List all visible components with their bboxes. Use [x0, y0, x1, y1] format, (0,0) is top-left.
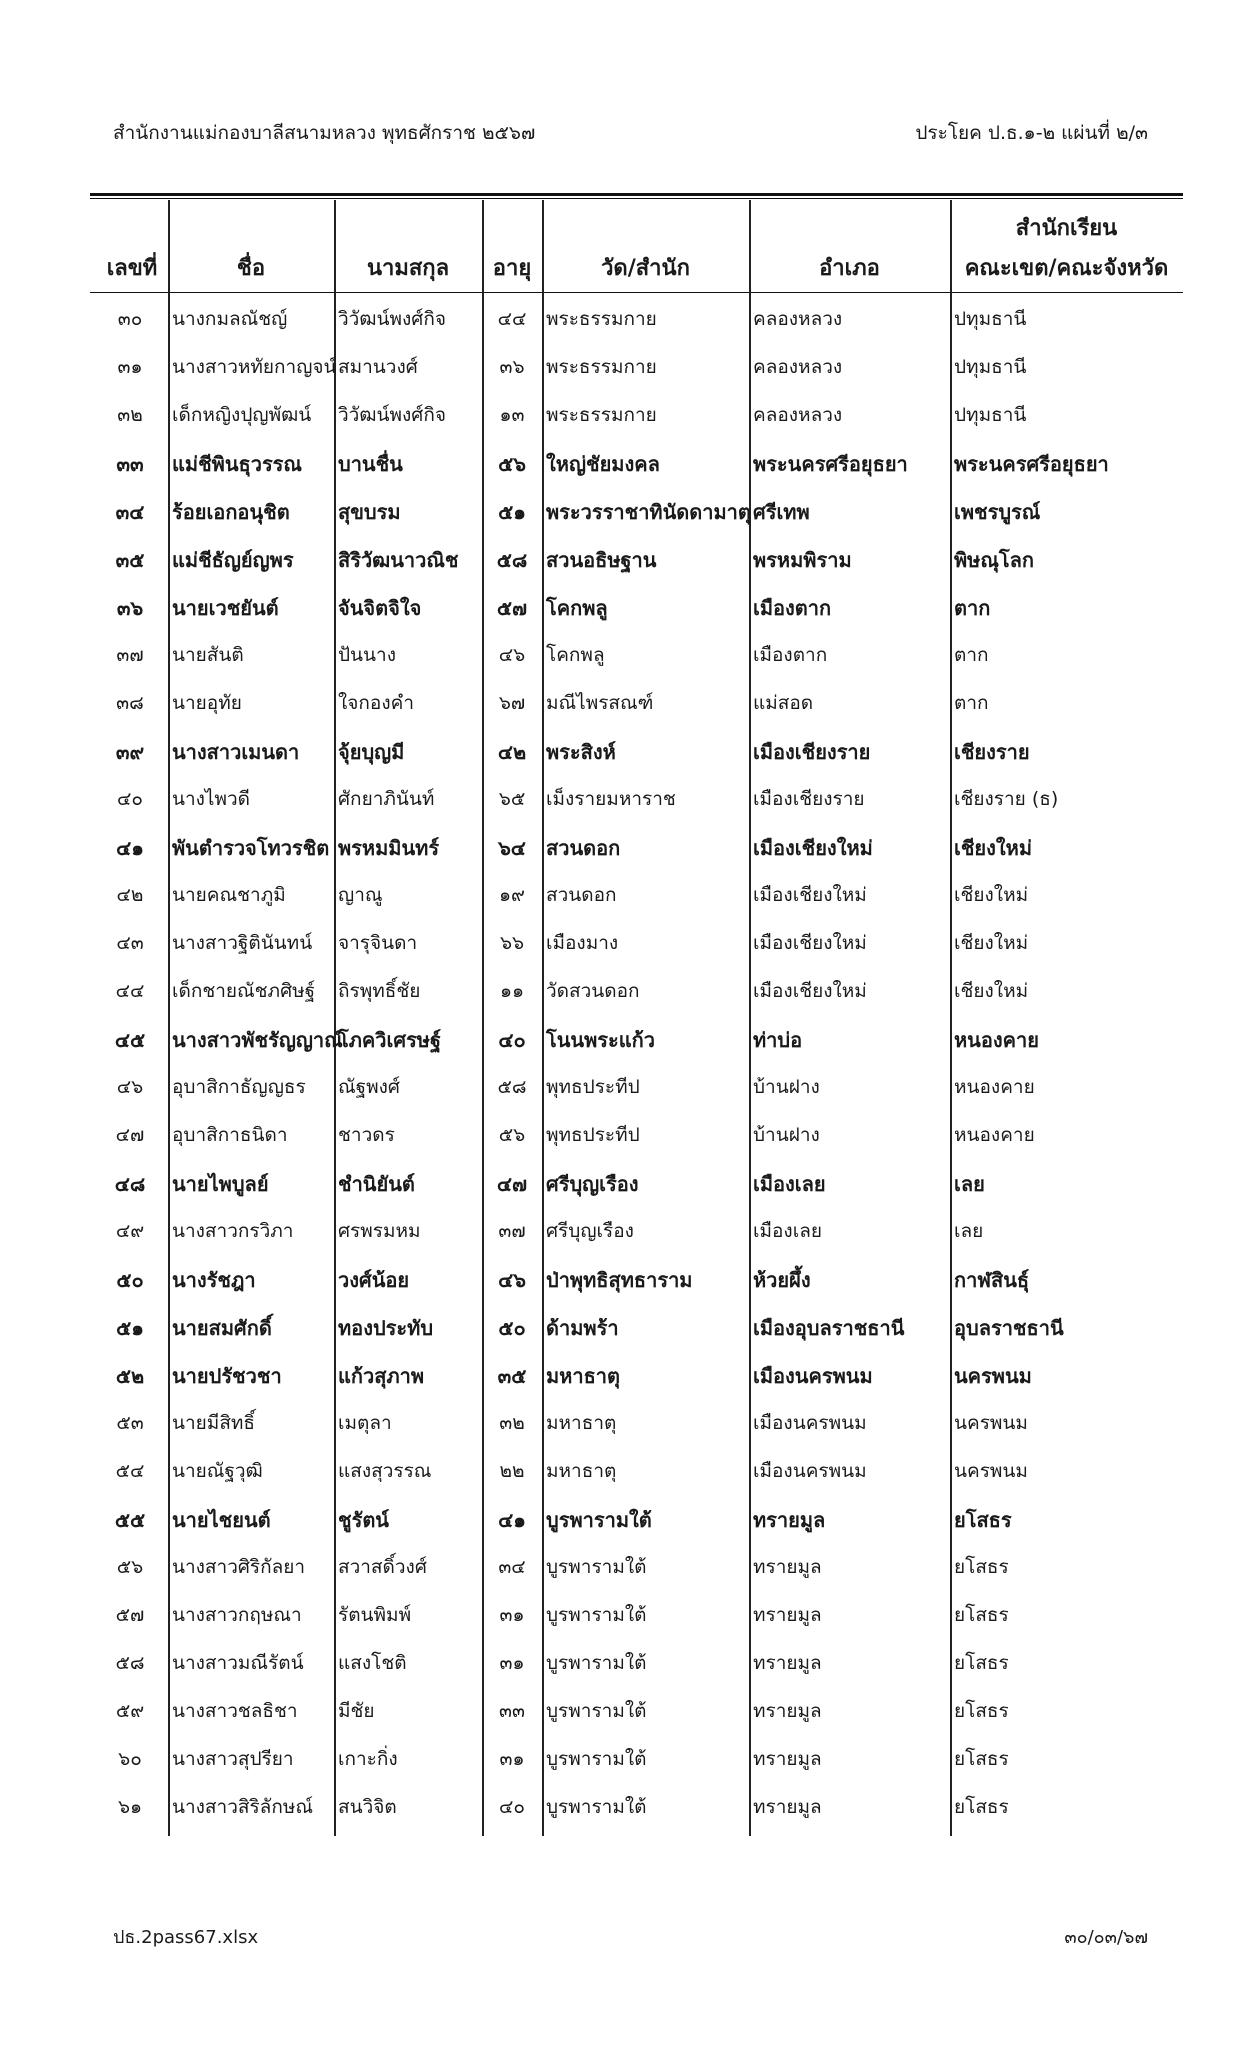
- row-province: หนองคาย: [954, 1028, 1039, 1052]
- table-row: [0, 1444, 1243, 1492]
- row-number: ๔๖: [116, 1076, 144, 1098]
- row-number: ๔๒: [116, 884, 144, 906]
- row-wat: พระธรรมกาย: [546, 308, 657, 330]
- row-age: ๔๒: [497, 740, 527, 764]
- row-province: พิษณุโลก: [954, 548, 1035, 572]
- row-district: พรหมพิราม: [753, 548, 852, 572]
- table-row: [0, 1684, 1243, 1732]
- row-age: ๑๑: [499, 980, 525, 1002]
- row-province: ยโสธร: [954, 1700, 1009, 1722]
- row-province: เชียงใหม่: [954, 980, 1029, 1002]
- row-name: ร้อยเอกอนุชิต: [172, 500, 290, 524]
- row-surname: จุ้ยบุญมี: [338, 740, 405, 764]
- row-surname: ชูรัตน์: [338, 1508, 389, 1532]
- row-district: บ้านฝาง: [753, 1124, 820, 1146]
- row-number: ๕๗: [115, 1604, 145, 1626]
- column-header-no: เลขที่: [106, 256, 158, 281]
- row-age: ๖๗: [498, 692, 526, 714]
- row-surname: เมตุลา: [338, 1412, 392, 1434]
- row-name: เด็กหญิงปุญพัฒน์: [172, 404, 312, 426]
- row-province: ยโสธร: [954, 1508, 1012, 1532]
- row-number: ๕๒: [115, 1364, 145, 1388]
- table-row: [0, 340, 1243, 388]
- row-surname: โภควิเศรษฐ์: [338, 1028, 442, 1052]
- row-number: ๓๔: [115, 500, 145, 524]
- row-number: ๕๖: [116, 1556, 144, 1578]
- row-wat: โนนพระแก้ว: [546, 1028, 655, 1052]
- row-number: ๔๔: [115, 980, 145, 1002]
- row-district: เมืองเชียงใหม่: [753, 836, 873, 860]
- row-number: ๕๔: [115, 1460, 145, 1482]
- row-district: เมืองอุบลราชธานี: [753, 1316, 905, 1340]
- header-level-sheet: ประโยค ป.ธ.๑-๒ แผ่นที่ ๒/๓: [915, 122, 1148, 144]
- row-number: ๓๐: [117, 308, 143, 330]
- row-wat: บูรพารามใต้: [546, 1652, 647, 1674]
- row-age: ๓๖: [499, 356, 525, 378]
- table-row: [0, 1492, 1243, 1540]
- table-row: [0, 1156, 1243, 1204]
- row-name: นายมีสิทธิ์: [172, 1412, 256, 1434]
- row-province: เชียงราย: [954, 740, 1030, 764]
- row-number: ๓๓: [116, 452, 144, 476]
- row-district: ทรายมูล: [753, 1604, 822, 1626]
- row-surname: ปันนาง: [338, 644, 396, 666]
- row-surname: รัตนพิมพ์: [338, 1604, 412, 1626]
- row-district: คลองหลวง: [753, 404, 843, 426]
- row-surname: ถิรพุทธิ์ชัย: [338, 980, 421, 1002]
- row-number: ๔๕: [114, 1028, 146, 1052]
- row-surname: สมานวงศ์: [338, 356, 418, 378]
- row-surname: บานชื่น: [338, 452, 403, 476]
- row-surname: ทองประทับ: [338, 1316, 434, 1340]
- row-surname: แสงโชติ: [338, 1652, 407, 1674]
- row-number: ๖๑: [117, 1796, 143, 1818]
- row-number: ๔๘: [114, 1172, 146, 1196]
- row-name: นายสมศักดิ์: [172, 1316, 272, 1340]
- row-surname: แสงสุวรรณ: [338, 1460, 432, 1482]
- row-wat: บูรพารามใต้: [546, 1556, 647, 1578]
- row-district: เมืองเลย: [753, 1172, 826, 1196]
- row-number: ๔๐: [117, 788, 143, 810]
- row-province: ยโสธร: [954, 1556, 1009, 1578]
- row-surname: พรหมมินทร์: [338, 836, 440, 860]
- row-wat: มหาธาตุ: [546, 1412, 617, 1434]
- row-name: นางสาวกรวิภา: [172, 1220, 294, 1242]
- row-district: เมืองเชียงใหม่: [753, 980, 867, 1002]
- row-district: ทรายมูล: [753, 1508, 826, 1532]
- row-number: ๕๐: [116, 1268, 144, 1292]
- row-province: นครพนม: [954, 1412, 1028, 1434]
- row-name: นางสาวฐิตินันทน์: [172, 932, 313, 954]
- footer-date: ๓๐/๐๓/๖๗: [1064, 1927, 1148, 1948]
- row-age: ๓๒: [499, 1412, 525, 1434]
- row-wat: บูรพารามใต้: [546, 1748, 647, 1770]
- row-province: เชียงใหม่: [954, 932, 1029, 954]
- table-row: [0, 292, 1243, 340]
- table-row: [0, 1108, 1243, 1156]
- row-number: ๕๙: [115, 1700, 145, 1722]
- row-surname: สิริวัฒนาวณิช: [338, 548, 459, 572]
- row-district: แม่สอด: [753, 692, 814, 714]
- row-wat: ศรีบุญเรือง: [546, 1172, 639, 1196]
- row-name: นายณัฐวุฒิ: [172, 1460, 263, 1482]
- row-number: ๓๕: [115, 548, 145, 572]
- row-wat: สวนดอก: [546, 884, 617, 906]
- row-name: นางสาวหทัยกาญจน์: [172, 356, 337, 378]
- row-district: เมืองเชียงใหม่: [753, 884, 867, 906]
- row-surname: ศักยาภินันท์: [338, 788, 435, 810]
- row-name: แม่ชีพินธุวรรณ: [172, 452, 302, 476]
- column-header-district: อำเภอ: [819, 256, 880, 281]
- row-name: นายคณชาภูมิ: [172, 884, 286, 906]
- table-row: [0, 820, 1243, 868]
- row-age: ๑๙: [499, 884, 525, 906]
- row-province: เชียงราย (ธ): [954, 788, 1059, 810]
- row-name: นางสาวเมนดา: [172, 740, 300, 764]
- row-surname: แก้วสุภาพ: [338, 1364, 425, 1388]
- row-wat: บูรพารามใต้: [546, 1508, 652, 1532]
- row-number: ๔๑: [116, 836, 144, 860]
- row-wat: สวนอธิษฐาน: [546, 548, 657, 572]
- table-row: [0, 868, 1243, 916]
- header-office-year: สำนักงานแม่กองบาลีสนามหลวง พุทธศักราช ๒๕๖๗: [113, 122, 536, 144]
- table-row: [0, 1300, 1243, 1348]
- row-wat: พระธรรมกาย: [546, 404, 657, 426]
- table-top-rule-thin: [90, 198, 1183, 199]
- row-wat: เม็งรายมหาราช: [546, 788, 676, 810]
- row-surname: สวาสดิ์วงศ์: [338, 1556, 427, 1578]
- row-wat: เมืองมาง: [546, 932, 619, 954]
- row-age: ๓๔: [498, 1556, 526, 1578]
- row-district: ทรายมูล: [753, 1652, 822, 1674]
- table-row: [0, 676, 1243, 724]
- row-age: ๓๓: [499, 1700, 525, 1722]
- row-name: นางสาวพัชรัญญาณ์: [172, 1028, 343, 1052]
- row-wat: บูรพารามใต้: [546, 1604, 647, 1626]
- row-number: ๕๘: [115, 1652, 145, 1674]
- footer-filename: ปธ.2pass67.xlsx: [113, 1927, 259, 1948]
- row-number: ๖๐: [118, 1748, 142, 1770]
- row-district: เมืองตาก: [753, 644, 828, 666]
- row-surname: จารุจินดา: [338, 932, 418, 954]
- row-district: ทรายมูล: [753, 1556, 822, 1578]
- row-number: ๕๓: [116, 1412, 144, 1434]
- row-wat: โคกพลู: [546, 596, 608, 620]
- row-district: เมืองเลย: [753, 1220, 822, 1242]
- row-district: คลองหลวง: [753, 308, 843, 330]
- row-district: เมืองนครพนม: [753, 1460, 867, 1482]
- row-province: เลย: [954, 1172, 985, 1196]
- row-number: ๕๑: [116, 1316, 144, 1340]
- row-age: ๕๖: [498, 1124, 526, 1146]
- column-header-surname: นามสกุล: [366, 256, 450, 281]
- row-province: ปทุมธานี: [954, 404, 1027, 426]
- row-province: ยโสธร: [954, 1748, 1009, 1770]
- table-row: [0, 580, 1243, 628]
- row-number: ๓๗: [116, 644, 144, 666]
- row-age: ๔๖: [498, 644, 526, 666]
- row-wat: มหาธาตุ: [546, 1460, 617, 1482]
- row-district: ทรายมูล: [753, 1700, 822, 1722]
- column-header-province: คณะเขต/คณะจังหวัด: [964, 256, 1169, 281]
- row-wat: ป่าพุทธิสุทธาราม: [546, 1268, 693, 1292]
- row-district: เมืองเชียงราย: [753, 788, 865, 810]
- table-row: [0, 388, 1243, 436]
- row-number: ๓๘: [116, 692, 144, 714]
- row-number: ๓๙: [115, 740, 145, 764]
- row-age: ๔๐: [498, 1028, 526, 1052]
- table-row: [0, 724, 1243, 772]
- row-name: นางสาวมณีรัตน์: [172, 1652, 304, 1674]
- row-surname: วงศ์น้อย: [338, 1268, 410, 1292]
- table-row: [0, 628, 1243, 676]
- row-name: นางสาวสุปรียา: [172, 1748, 294, 1770]
- row-age: ๓๑: [499, 1748, 525, 1770]
- row-age: ๕๘: [497, 1076, 527, 1098]
- row-province: เชียงใหม่: [954, 884, 1029, 906]
- row-surname: มีชัย: [338, 1700, 375, 1722]
- row-province: เชียงใหม่: [954, 836, 1033, 860]
- row-province: หนองคาย: [954, 1124, 1035, 1146]
- row-age: ๕๐: [498, 1316, 526, 1340]
- row-district: พระนครศรีอยุธยา: [753, 452, 908, 476]
- row-wat: สวนดอก: [546, 836, 621, 860]
- row-name: เด็กชายณัชภศิษฐ์: [172, 980, 316, 1002]
- table-row: [0, 1204, 1243, 1252]
- row-wat: มณีไพรสณฑ์: [546, 692, 654, 714]
- row-wat: ใหญ่ชัยมงคล: [546, 452, 660, 476]
- table-row: [0, 1348, 1243, 1396]
- row-wat: ด้ามพร้า: [546, 1316, 619, 1340]
- table-row: [0, 1588, 1243, 1636]
- row-province: ตาก: [954, 644, 989, 666]
- row-name: นายสันติ: [172, 644, 244, 666]
- row-province: อุบลราชธานี: [954, 1316, 1064, 1340]
- row-surname: ชำนิยันต์: [338, 1172, 415, 1196]
- row-province: ตาก: [954, 692, 989, 714]
- table-row: [0, 484, 1243, 532]
- row-surname: ชาวดร: [338, 1124, 395, 1146]
- row-surname: ศรพรมหม: [338, 1220, 421, 1242]
- row-province: พระนครศรีอยุธยา: [954, 452, 1109, 476]
- row-district: เมืองนครพนม: [753, 1364, 873, 1388]
- table-row: [0, 1540, 1243, 1588]
- row-wat: ศรีบุญเรือง: [546, 1220, 634, 1242]
- row-wat: พระสิงห์: [546, 740, 616, 764]
- row-age: ๕๑: [498, 500, 526, 524]
- table-row: [0, 1012, 1243, 1060]
- column-header-office: สำนักเรียน: [1015, 216, 1118, 241]
- row-province: ตาก: [954, 596, 991, 620]
- table-row: [0, 916, 1243, 964]
- row-wat: พุทธประทีป: [546, 1124, 640, 1146]
- row-age: ๓๕: [497, 1364, 527, 1388]
- row-district: เมืองตาก: [753, 596, 832, 620]
- row-name: นายเวชยันต์: [172, 596, 279, 620]
- row-age: ๖๕: [498, 788, 526, 810]
- row-surname: ใจกองคำ: [338, 692, 414, 714]
- row-wat: บูรพารามใต้: [546, 1796, 647, 1818]
- row-age: ๔๔: [497, 308, 527, 330]
- row-name: แม่ชีธัญย์ญพร: [172, 548, 294, 572]
- row-district: เมืองเชียงใหม่: [753, 932, 867, 954]
- row-province: ปทุมธานี: [954, 356, 1027, 378]
- row-district: เมืองเชียงราย: [753, 740, 871, 764]
- row-surname: สนวิจิต: [338, 1796, 397, 1818]
- row-district: ท่าบ่อ: [753, 1028, 803, 1052]
- table-row: [0, 436, 1243, 484]
- row-age: ๕๖: [498, 452, 526, 476]
- row-surname: ญาณู: [338, 884, 383, 906]
- table-row: [0, 1252, 1243, 1300]
- row-surname: เกาะกิ่ง: [338, 1748, 398, 1770]
- row-age: ๖๔: [498, 836, 526, 860]
- row-number: ๔๓: [116, 932, 144, 954]
- row-age: ๔๐: [499, 1796, 525, 1818]
- row-wat: มหาธาตุ: [546, 1364, 621, 1388]
- row-surname: ณัฐพงศ์: [338, 1076, 400, 1098]
- row-age: ๔๖: [498, 1268, 526, 1292]
- row-age: ๔๑: [498, 1508, 526, 1532]
- row-district: บ้านฝาง: [753, 1076, 820, 1098]
- row-wat: พุทธประทีป: [546, 1076, 640, 1098]
- row-number: ๓๒: [117, 404, 143, 426]
- row-province: ยโสธร: [954, 1796, 1009, 1818]
- row-province: กาฬสินธุ์: [954, 1268, 1030, 1292]
- row-surname: สุขบรม: [338, 500, 401, 524]
- table-row: [0, 1732, 1243, 1780]
- table-row: [0, 1636, 1243, 1684]
- row-age: ๕๘: [496, 548, 528, 572]
- row-wat: โคกพลู: [546, 644, 605, 666]
- row-age: ๓๗: [498, 1220, 526, 1242]
- table-top-rule: [90, 193, 1183, 196]
- row-province: ยโสธร: [954, 1604, 1009, 1626]
- row-province: ยโสธร: [954, 1652, 1009, 1674]
- row-wat: พระวรราชาทินัดดามาตุ: [546, 500, 751, 524]
- table-row: [0, 1396, 1243, 1444]
- row-number: ๓๖: [116, 596, 144, 620]
- row-district: ทรายมูล: [753, 1796, 822, 1818]
- row-name: นายไพบูลย์: [172, 1172, 269, 1196]
- table-row: [0, 1780, 1243, 1828]
- row-name: นางไพวดี: [172, 788, 251, 810]
- row-district: ศรีเทพ: [753, 500, 810, 524]
- row-name: นายปรัชวชา: [172, 1364, 282, 1388]
- row-name: นางสาวสิริลักษณ์: [172, 1796, 313, 1818]
- row-province: นครพนม: [954, 1460, 1028, 1482]
- row-age: ๔๗: [496, 1172, 528, 1196]
- row-age: ๖๖: [499, 932, 525, 954]
- row-name: นายอุทัย: [172, 692, 242, 714]
- row-age: ๓๑: [499, 1652, 525, 1674]
- row-age: ๓๑: [499, 1604, 525, 1626]
- row-age: ๕๗: [496, 596, 528, 620]
- row-province: ปทุมธานี: [954, 308, 1027, 330]
- row-number: ๔๙: [115, 1220, 145, 1242]
- table-row: [0, 772, 1243, 820]
- row-number: ๕๕: [114, 1508, 146, 1532]
- row-name: นายไชยนต์: [172, 1508, 271, 1532]
- row-wat: วัดสวนดอก: [546, 980, 640, 1002]
- row-age: ๒๒: [499, 1460, 525, 1482]
- row-province: เพชรบูรณ์: [954, 500, 1041, 524]
- row-province: เลย: [954, 1220, 984, 1242]
- column-header-age: อายุ: [492, 256, 532, 281]
- row-name: นางกมลณัชญ์: [172, 308, 288, 330]
- row-name: นางรัชฎา: [172, 1268, 256, 1292]
- table-row: [0, 532, 1243, 580]
- row-wat: พระธรรมกาย: [546, 356, 657, 378]
- row-name: นางสาวศิริกัลยา: [172, 1556, 306, 1578]
- row-surname: วิวัฒน์พงศ์กิจ: [338, 308, 446, 330]
- row-name: อุบาสิกาธนิดา: [172, 1124, 288, 1146]
- table-row: [0, 1060, 1243, 1108]
- row-province: หนองคาย: [954, 1076, 1035, 1098]
- row-district: คลองหลวง: [753, 356, 843, 378]
- row-district: เมืองนครพนม: [753, 1412, 867, 1434]
- row-district: ทรายมูล: [753, 1748, 822, 1770]
- row-province: นครพนม: [954, 1364, 1032, 1388]
- row-wat: บูรพารามใต้: [546, 1700, 647, 1722]
- row-name: นางสาวกฤษณา: [172, 1604, 302, 1626]
- column-header-name: ชื่อ: [236, 256, 266, 281]
- row-name: อุบาสิกาธัญญธร: [172, 1076, 306, 1098]
- row-number: ๓๑: [117, 356, 143, 378]
- row-surname: วิวัฒน์พงศ์กิจ: [338, 404, 446, 426]
- row-surname: จันจิตจิใจ: [338, 596, 422, 620]
- row-name: พันตำรวจโทวรชิต: [172, 836, 330, 860]
- column-header-wat: วัด/สำนัก: [601, 256, 690, 281]
- row-name: นางสาวชลธิชา: [172, 1700, 298, 1722]
- row-number: ๔๗: [115, 1124, 145, 1146]
- row-district: ห้วยผึ้ง: [753, 1268, 811, 1292]
- table-row: [0, 964, 1243, 1012]
- row-age: ๑๓: [499, 404, 525, 426]
